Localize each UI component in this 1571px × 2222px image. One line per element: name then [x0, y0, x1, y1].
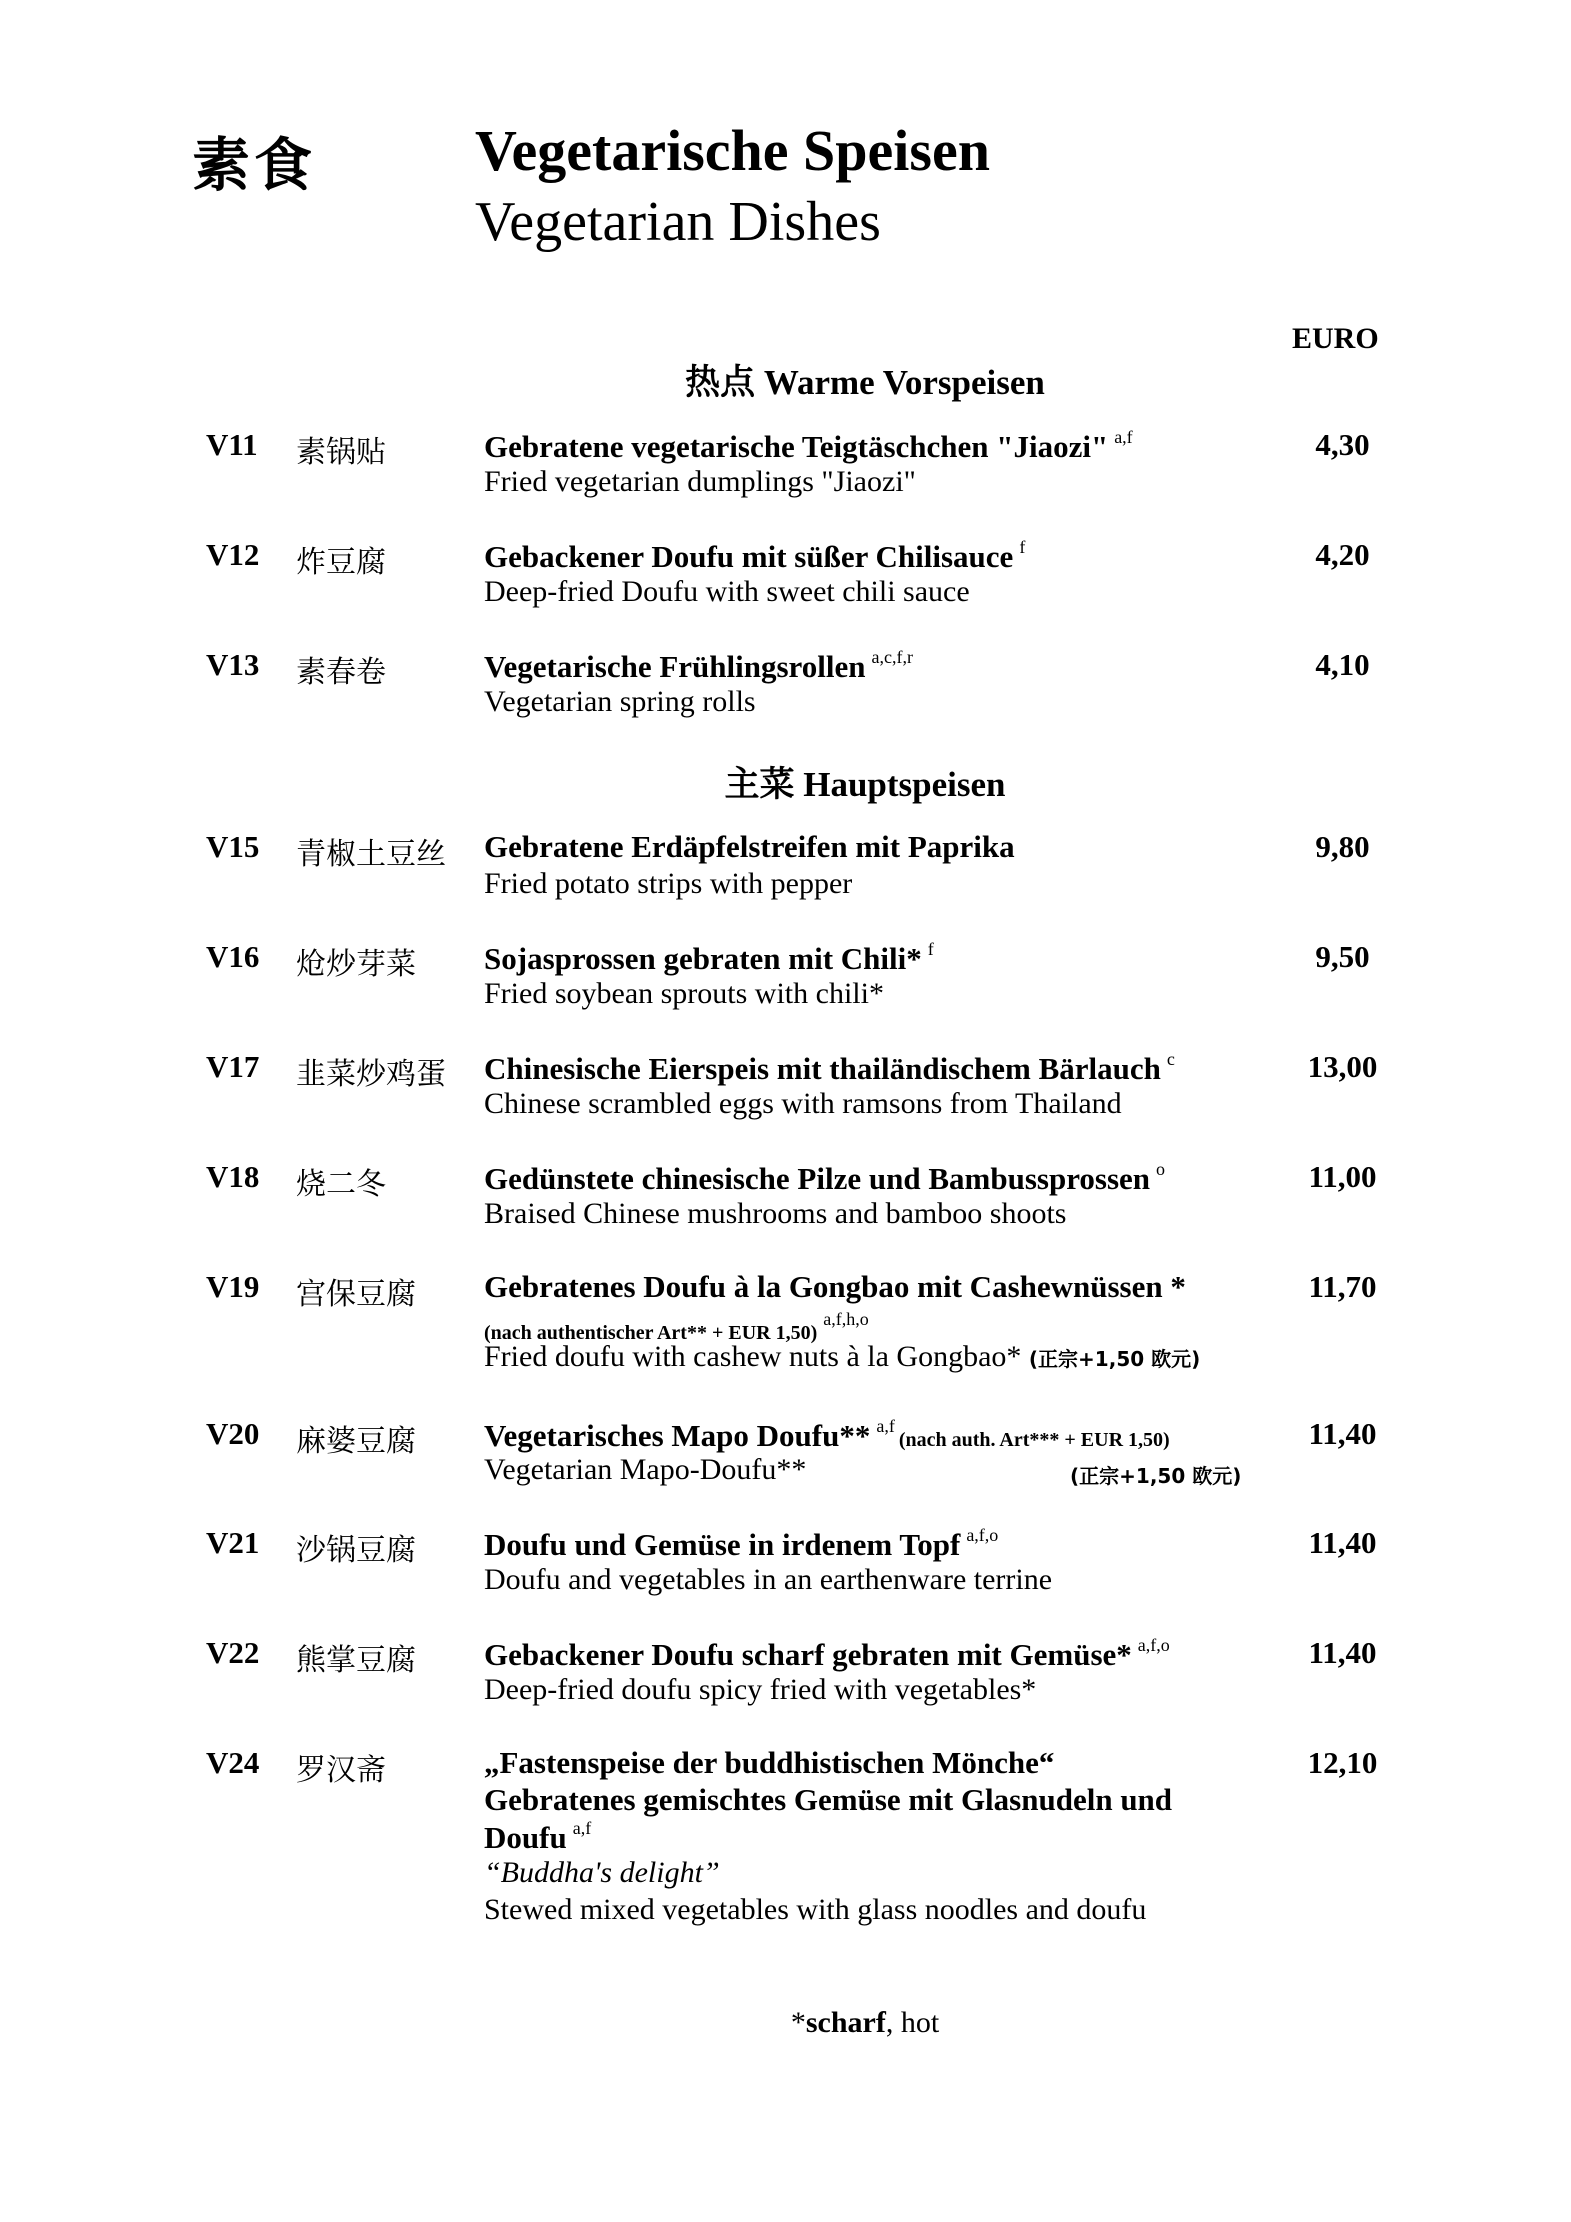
item-english-name: Vegetarian spring rolls: [484, 685, 756, 718]
item-code: V17: [206, 1049, 260, 1084]
item-chinese-name: 炸豆腐: [296, 545, 386, 580]
item-english-note: (正宗+1,50 欧元): [1070, 1464, 1242, 1488]
item-german-note: (nach authentischer Art** + EUR 1,50)$^{a,f,h,o}$: [484, 1309, 869, 1344]
item-code: V13: [206, 647, 260, 682]
item-german-name: Sojasprossen gebraten mit Chili* $^f$: [484, 939, 934, 976]
allergen-codes: o: [1156, 1159, 1166, 1179]
item-chinese-name: 韭菜炒鸡蛋: [296, 1057, 446, 1092]
page-title-german: Vegetarische Speisen: [475, 118, 990, 183]
allergen-codes: a,f,o: [966, 1525, 999, 1545]
allergen-codes: a,f,h,o: [823, 1309, 869, 1329]
item-english-name: Deep-fried doufu spicy fried with vegetables*: [484, 1673, 1037, 1706]
item-german-title: „Fastenspeise der buddhistischen Mönche“: [484, 1745, 1055, 1780]
item-english-name: Braised Chinese mushrooms and bamboo shoots: [484, 1197, 1067, 1230]
allergen-codes: a,f: [876, 1416, 895, 1436]
item-code: V22: [206, 1635, 260, 1670]
item-price: 4,20: [1315, 537, 1370, 572]
item-german-name: Gebratene vegetarische Teigtäschchen "Jiaozi" $^{a,f}$: [484, 427, 1133, 464]
page-title-english: Vegetarian Dishes: [475, 191, 881, 253]
item-chinese-name: 宫保豆腐: [296, 1277, 416, 1312]
section-german: Hauptspeisen: [803, 765, 1006, 804]
allergen-codes: f: [1019, 537, 1026, 557]
item-code: V19: [206, 1269, 260, 1304]
currency-label: EURO: [1292, 322, 1379, 355]
item-price: 11,00: [1308, 1159, 1377, 1194]
item-chinese-name: 青椒土豆丝: [296, 837, 446, 872]
allergen-codes: c: [1166, 1049, 1175, 1069]
item-price: 11,40: [1308, 1525, 1377, 1560]
item-price: 9,50: [1315, 939, 1370, 974]
item-english-name: Fried potato strips with pepper: [484, 867, 853, 900]
item-chinese-name: 罗汉斋: [296, 1753, 386, 1788]
item-chinese-name: 素锅贴: [296, 435, 386, 470]
item-price: 12,10: [1307, 1745, 1378, 1780]
item-german-name: Gebratenes gemischtes Gemüse mit Glasnudeln und: [484, 1782, 1173, 1817]
allergen-codes: a,f: [1114, 427, 1133, 447]
section-heading-mains: [0, 757, 1571, 807]
section-chinese: 主菜: [724, 765, 795, 805]
item-german-name: Vegetarisches Mapo Doufu** $^{a,f}$(nach auth. Art*** + EUR 1,50): [484, 1416, 1170, 1453]
item-english-name: Chinese scrambled eggs with ramsons from Thailand: [484, 1087, 1122, 1120]
item-price: 4,30: [1315, 427, 1370, 462]
item-german-name: Gedünstete chinesische Pilze und Bambussprossen $^o$: [484, 1159, 1166, 1196]
item-german-name: Gebratenes Doufu à la Gongbao mit Cashewnüssen *: [484, 1269, 1186, 1304]
item-german-name: Gebratene Erdäpfelstreifen mit Paprika: [484, 829, 1015, 864]
item-english-name: Vegetarian Mapo-Doufu**: [484, 1453, 807, 1486]
item-english-name: Fried doufu with cashew nuts à la Gongbao* (正宗+1,50 欧元): [484, 1340, 1201, 1373]
item-code: V21: [206, 1525, 260, 1560]
allergen-codes: a,f,o: [1137, 1635, 1170, 1655]
item-english-name: Doufu and vegetables in an earthenware terrine: [484, 1563, 1053, 1596]
item-price: 13,00: [1307, 1049, 1378, 1084]
item-price: 11,70: [1308, 1269, 1377, 1304]
item-chinese-name: 熊掌豆腐: [296, 1643, 416, 1678]
item-german-note: (nach auth. Art*** + EUR 1,50): [898, 1429, 1170, 1451]
item-price: 9,80: [1315, 829, 1370, 864]
item-english-name: Fried vegetarian dumplings "Jiaozi": [484, 465, 916, 498]
item-german-name: Chinesische Eierspeis mit thailändischem Bärlauch $^c$: [484, 1049, 1175, 1086]
item-german-name: Doufu und Gemüse in irdenem Topf $^{a,f,o}$: [484, 1525, 999, 1562]
item-price: 11,40: [1308, 1635, 1377, 1670]
section-heading-starters: [0, 355, 1571, 405]
page-title-chinese: 素食: [192, 131, 317, 199]
item-german-name: Gebackener Doufu scharf gebraten mit Gemüse* $^{a,f,o}$: [484, 1635, 1170, 1672]
item-english-note: (正宗+1,50 欧元): [1028, 1347, 1201, 1371]
item-english-name: Deep-fried Doufu with sweet chili sauce: [484, 575, 970, 608]
item-price: 4,10: [1315, 647, 1370, 682]
item-chinese-name: 烧二冬: [296, 1167, 386, 1202]
item-chinese-name: 麻婆豆腐: [296, 1424, 416, 1459]
allergen-codes: f: [927, 939, 934, 959]
item-chinese-name: 素春卷: [296, 655, 386, 690]
item-code: V20: [206, 1416, 260, 1451]
item-price: 11,40: [1308, 1416, 1377, 1451]
allergen-codes: a,f: [572, 1818, 592, 1838]
item-code: V18: [206, 1159, 260, 1194]
item-chinese-name: 沙锅豆腐: [296, 1533, 416, 1568]
item-english-name: Stewed mixed vegetables with glass noodles and doufu: [484, 1893, 1147, 1926]
item-german-name: Vegetarische Frühlingsrollen $^{a,c,f,r}$: [484, 647, 913, 684]
item-german-name-cont: Doufu $^{a,f}$: [484, 1818, 592, 1855]
item-english-quote: “Buddha's delight”: [484, 1856, 720, 1889]
section-german: Warme Vorspeisen: [763, 363, 1045, 402]
allergen-codes: a,c,f,r: [871, 647, 913, 667]
footnote: *scharf, hot: [790, 2006, 940, 2039]
item-code: V11: [206, 427, 258, 462]
item-chinese-name: 炝炒芽菜: [296, 947, 416, 982]
item-german-name: Gebackener Doufu mit süßer Chilisauce $^f$: [484, 537, 1026, 574]
item-code: V15: [206, 829, 260, 864]
item-code: V12: [206, 537, 260, 572]
item-english-name: Fried soybean sprouts with chili*: [484, 977, 884, 1010]
item-code: V24: [206, 1745, 260, 1780]
section-chinese: 热点: [685, 363, 756, 403]
item-code: V16: [206, 939, 260, 974]
